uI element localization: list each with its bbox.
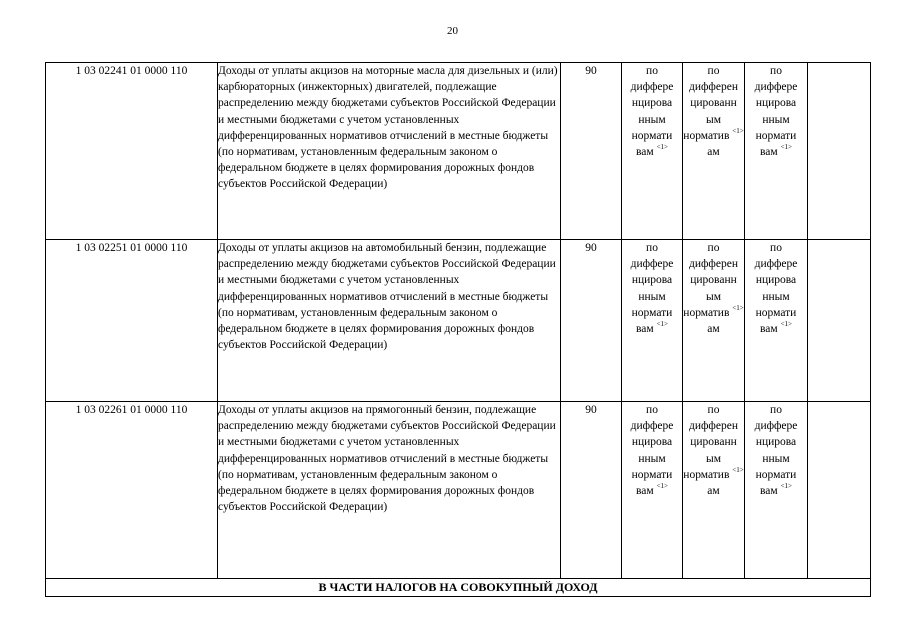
norm-text-line: нцирова <box>755 97 797 110</box>
differentiated-norm-cell <box>683 240 745 402</box>
norm-text-line: цированн <box>690 274 737 287</box>
revenue-code-cell: 1 03 02261 01 0000 110 <box>46 402 218 579</box>
section-heading-row <box>46 579 871 597</box>
table-row <box>46 63 871 240</box>
norm-text-line: ам <box>707 485 720 498</box>
norm-text-line: нормати <box>631 129 673 142</box>
norm-text-line: цированн <box>690 97 737 110</box>
norm-text-line: норматив <box>683 129 730 142</box>
table-row <box>46 240 871 402</box>
section-heading: В ЧАСТИ НАЛОГОВ НА СОВОКУПНЫЙ ДОХОД <box>46 579 871 597</box>
footnote-ref: <1> <box>780 320 792 329</box>
revenue-code-cell: 1 03 02241 01 0000 110 <box>46 63 218 240</box>
norm-text-line: диффере <box>754 81 798 94</box>
norm-text-line: по <box>646 404 658 416</box>
norm-text-line: по <box>646 65 658 77</box>
norm-text-line: по <box>707 65 720 77</box>
norm-text-line: диффере <box>630 420 674 433</box>
budget-norm-cell: 90 <box>561 402 622 579</box>
norm-text-line: норматив <box>683 306 730 319</box>
norm-text-line: дифферен <box>689 258 738 271</box>
differentiated-norm-cell <box>683 402 745 579</box>
revenue-description-cell: Доходы от уплаты акцизов на автомобильный бензин, подлежащие распределению между бюджетами субъектов Российской Федерации и местными бюджетами с учетом установленных дифференцированных нормативов отчислений в местные бюджеты (по нормативам, установленным федеральным законом о федеральном бюджете в целях формирования дорожных фондов субъектов Российской Федерации) <box>218 240 561 402</box>
footnote-ref: <1> <box>780 482 792 491</box>
differentiated-norm-cell <box>622 402 683 579</box>
norm-text-line: нным <box>638 290 666 303</box>
norm-text-line: по <box>770 65 782 77</box>
norm-text-line: диффере <box>754 420 798 433</box>
norm-text-line: по <box>707 404 720 416</box>
empty-cell <box>808 240 871 402</box>
norm-text-line: вам <box>636 146 654 159</box>
norm-text-line: ым <box>705 290 721 303</box>
differentiated-norm-cell <box>745 240 808 402</box>
norm-text-line: диффере <box>630 258 674 271</box>
norm-text-line: по <box>646 242 658 254</box>
norm-text-line: дифферен <box>689 81 738 94</box>
differentiated-norm-cell <box>622 240 683 402</box>
table-row <box>46 402 871 579</box>
footnote-ref: <1> <box>732 303 744 312</box>
norm-text-line: нным <box>762 452 790 465</box>
norm-text-line: вам <box>760 146 778 159</box>
norm-text-line: нцирова <box>631 274 673 287</box>
norm-text-line: ам <box>707 323 720 336</box>
budget-norm-cell: 90 <box>561 240 622 402</box>
footnote-ref: <1> <box>732 126 744 135</box>
norm-text-line: вам <box>636 323 654 336</box>
differentiated-norm-cell <box>745 402 808 579</box>
footnote-ref: <1> <box>656 143 668 152</box>
norm-text-line: норматив <box>683 468 730 481</box>
norm-text-line: вам <box>760 485 778 498</box>
norm-text-line: по <box>770 404 782 416</box>
norm-text-line: нцирова <box>755 436 797 449</box>
norm-text-line: ым <box>705 452 721 465</box>
norm-text-line: нцирова <box>631 97 673 110</box>
empty-cell <box>808 402 871 579</box>
differentiated-norm-cell <box>683 63 745 240</box>
norm-text-line: нормати <box>755 468 797 481</box>
budget-norm-cell: 90 <box>561 63 622 240</box>
norm-text-line: цированн <box>690 436 737 449</box>
norm-text-line: нным <box>638 452 666 465</box>
differentiated-norm-cell <box>745 63 808 240</box>
norm-text-line: ам <box>707 146 720 159</box>
page-number: 20 <box>447 25 458 37</box>
norm-text-line: нным <box>762 113 790 126</box>
norm-text-line: вам <box>636 485 654 498</box>
norm-text-line: нным <box>638 113 666 126</box>
norm-text-line: ым <box>705 113 721 126</box>
norm-text-line: нормати <box>631 468 673 481</box>
empty-cell <box>808 63 871 240</box>
revenue-description-cell: Доходы от уплаты акцизов на прямогонный бензин, подлежащие распределению между бюджетами субъектов Российской Федерации и местными бюджетами с учетом установленных дифференцированных нормативов отчислений в местные бюджеты (по нормативам, установленным федеральным законом о федеральном бюджете в целях формирования дорожных фондов субъектов Российской Федерации) <box>218 402 561 579</box>
differentiated-norm-cell <box>622 63 683 240</box>
footnote-ref: <1> <box>656 482 668 491</box>
norm-text-line: нцирова <box>631 436 673 449</box>
norm-text-line: нцирова <box>755 274 797 287</box>
norm-text-line: по <box>707 242 720 254</box>
revenue-description-cell: Доходы от уплаты акцизов на моторные масла для дизельных и (или) карбюраторных (инжекторных) двигателей, подлежащие распределению между бюджетами субъектов Российской Федерации и местными бюджетами с учетом установленных дифференцированных нормативов отчислений в местные бюджеты (по нормативам, установленным федеральным законом о федеральном бюджете в целях формирования дорожных фондов субъектов Российской Федерации) <box>218 63 561 240</box>
footnote-ref: <1> <box>656 320 668 329</box>
norm-text-line: по <box>770 242 782 254</box>
footnote-ref: <1> <box>780 143 792 152</box>
footnote-ref: <1> <box>732 465 744 474</box>
norm-text-line: диффере <box>754 258 798 271</box>
norm-text-line: вам <box>760 323 778 336</box>
revenue-norms-table <box>45 62 871 597</box>
norm-text-line: нным <box>762 290 790 303</box>
norm-text-line: диффере <box>630 81 674 94</box>
norm-text-line: нормати <box>755 306 797 319</box>
norm-text-line: нормати <box>631 306 673 319</box>
revenue-code-cell: 1 03 02251 01 0000 110 <box>46 240 218 402</box>
norm-text-line: нормати <box>755 129 797 142</box>
norm-text-line: дифферен <box>689 420 738 433</box>
